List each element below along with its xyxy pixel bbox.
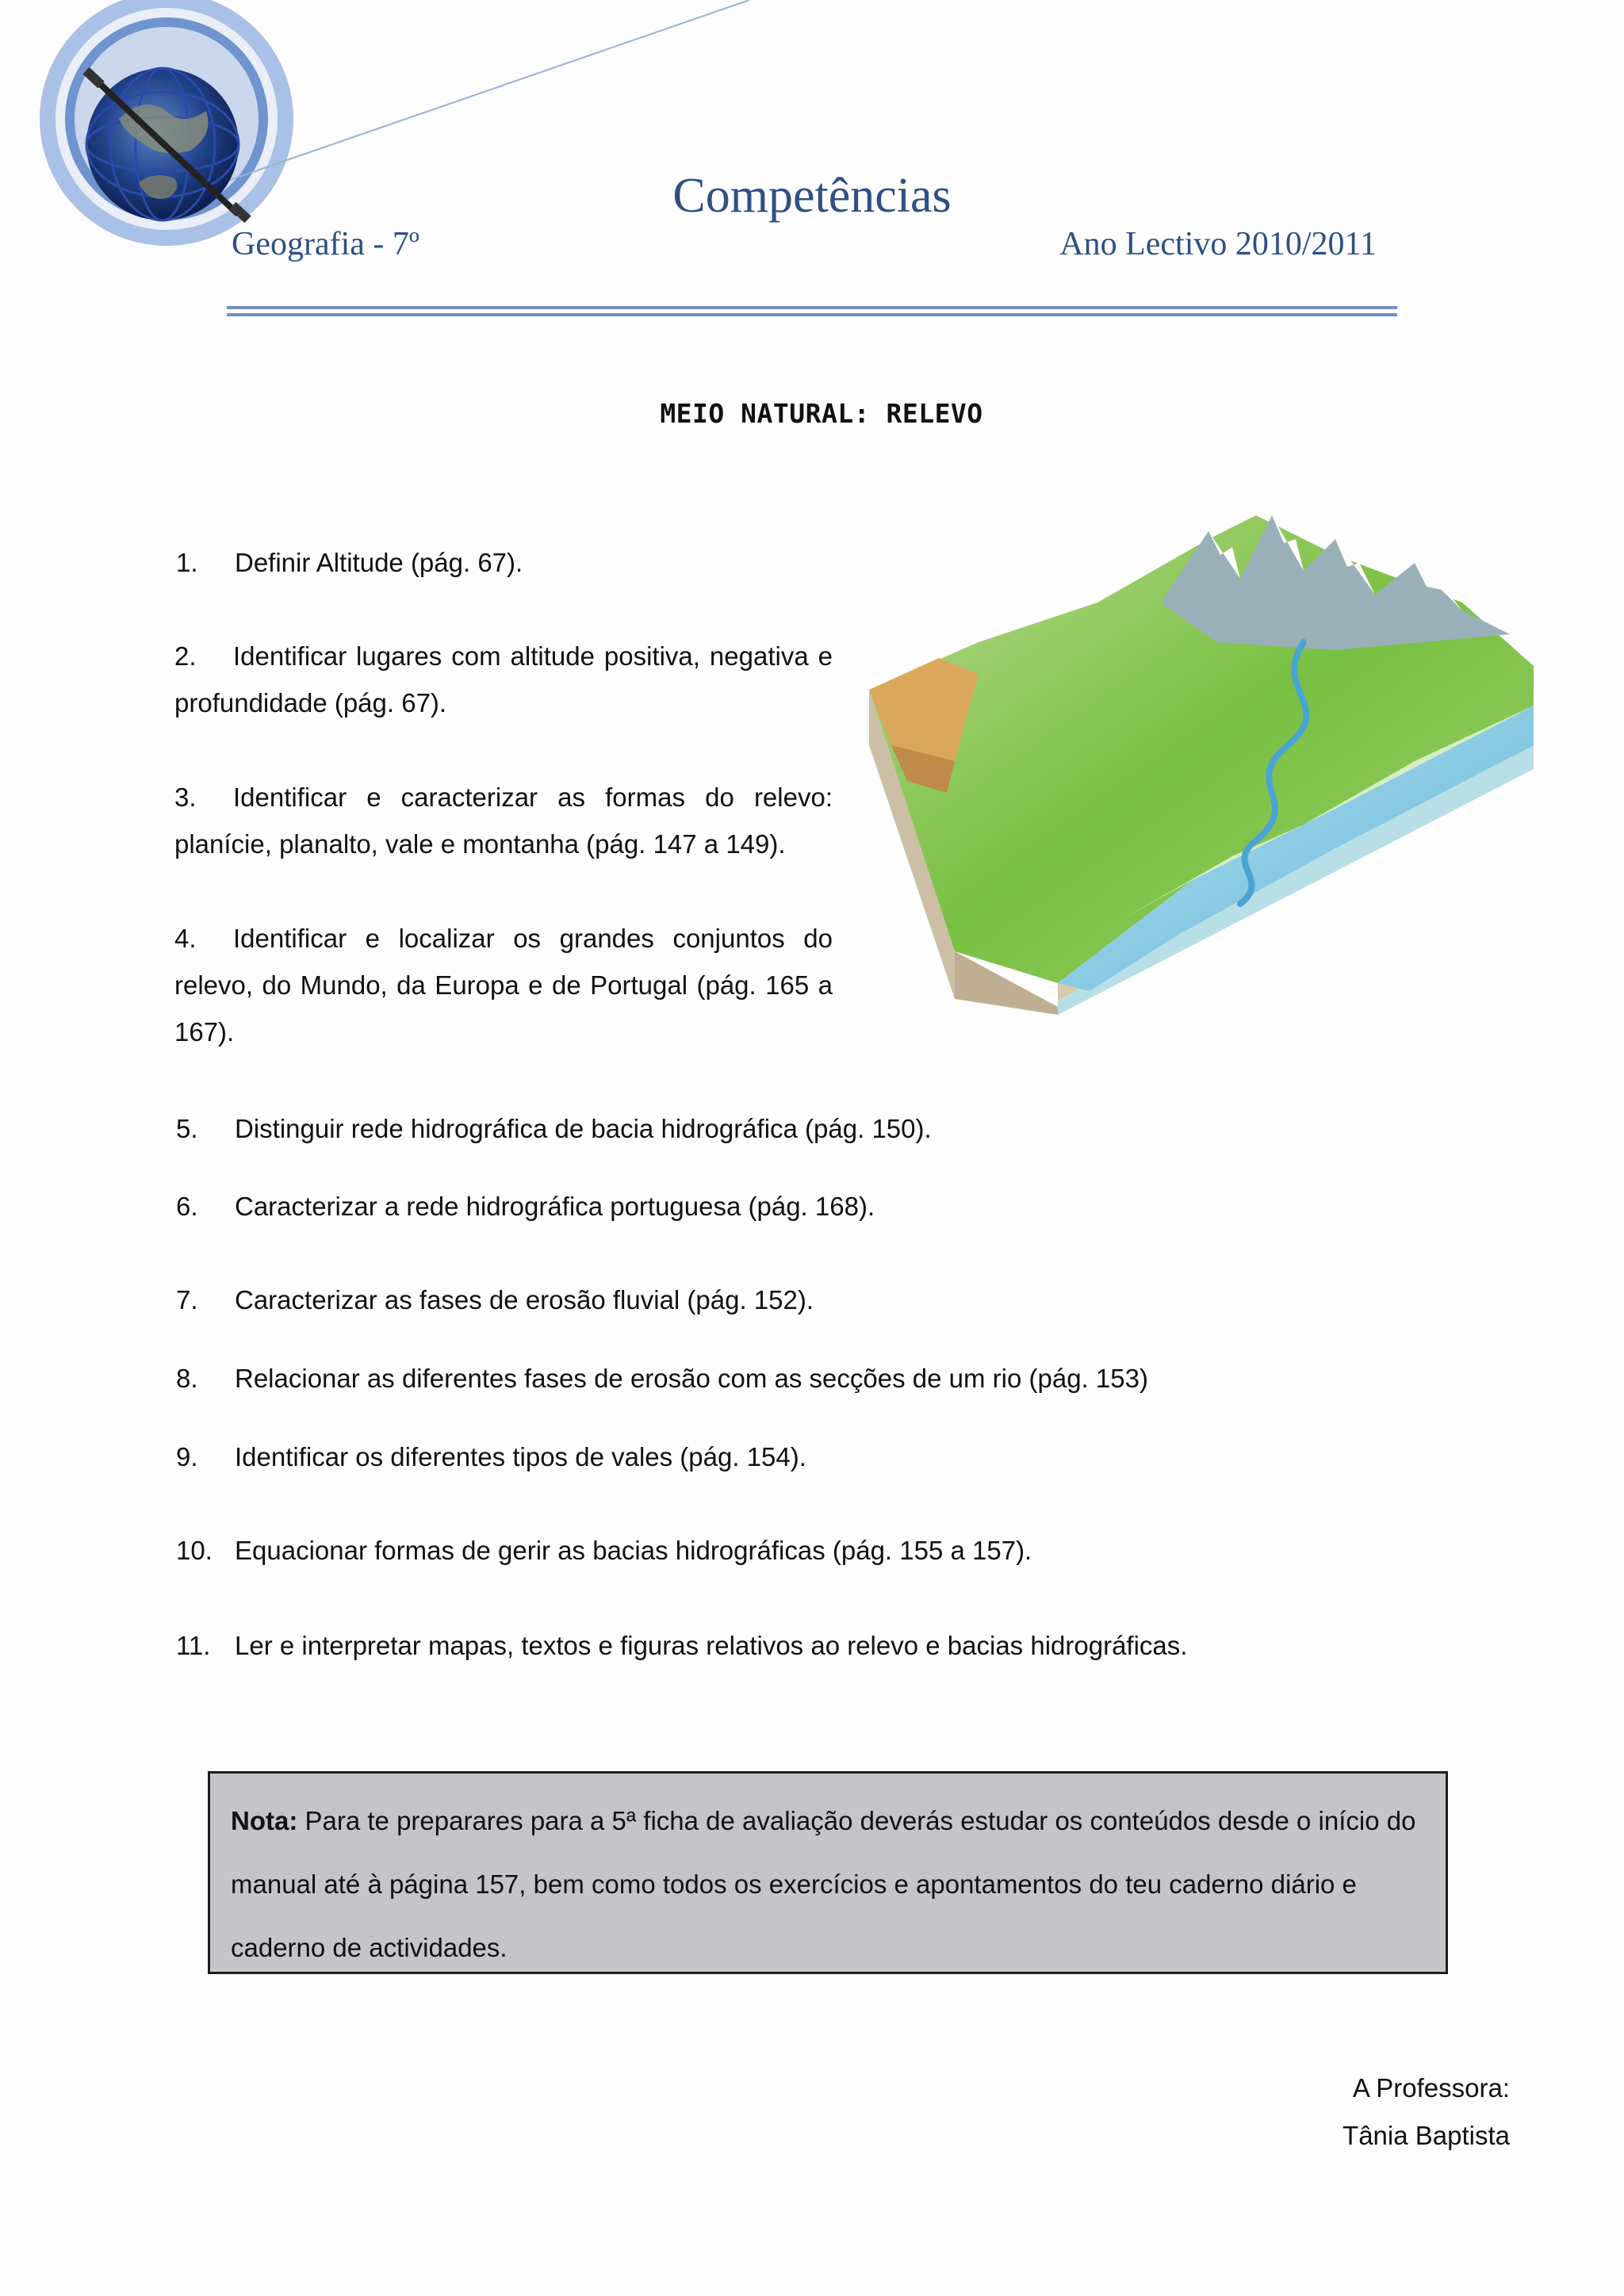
list-item: 6. Caracterizar a rede hidrográfica portuguesa (pág. 168). [176, 1192, 875, 1221]
subject-label: Geografia - 7º [232, 226, 419, 262]
list-item: 3. Identificar e caracterizar as formas do relevo: planície, planalto, vale e montanha (pág. 147 a 149). [174, 783, 833, 859]
signature-name: Tânia Baptista [1342, 2121, 1510, 2150]
list-item: 9. Identificar os diferentes tipos de vales (pág. 154). [176, 1442, 806, 1471]
list-item: 10. Equacionar formas de gerir as bacias hidrográficas (pág. 155 a 157). [176, 1536, 1032, 1565]
list-item: 5. Distinguir rede hidrográfica de bacia hidrográfica (pág. 150). [176, 1114, 932, 1143]
list-item: 11. Ler e interpretar mapas, textos e figuras relativos ao relevo e bacias hidrográficas. [176, 1631, 1188, 1660]
page-title: Competências [672, 169, 952, 223]
note-text: Para te preparares para a 5ª ficha de avaliação deverás estudar os conteúdos desde o início do manual até à página 157, bem como todos os exercícios e apontamentos do teu caderno diário e caderno de actividades. [231, 1806, 1416, 1962]
signature-block [1342, 2064, 1510, 2160]
list-item: 8. Relacionar as diferentes fases de erosão com as secções de um rio (pág. 153) [176, 1364, 1148, 1393]
list-item: 7. Caracterizar as fases de erosão fluvial (pág. 152). [176, 1285, 814, 1314]
header-rule-top [227, 306, 1397, 309]
list-item: 2. Identificar lugares com altitude positiva, negativa e profundidade (pág. 67). [174, 641, 833, 718]
signature-role: A Professora: [1352, 2073, 1510, 2103]
list-item: 1. Definir Altitude (pág. 67). [176, 548, 523, 577]
list-item: 4. Identificar e localizar os grandes conjuntos do relevo, do Mundo, da Europa e de Portugal (pág. 165 a 167). [174, 924, 833, 1047]
school-year-label: Ano Lectivo 2010/2011 [1059, 226, 1377, 262]
header-rule-bottom [227, 313, 1397, 316]
section-title: MEIO NATURAL: RELEVO [660, 398, 983, 429]
note-box [208, 1771, 1448, 1974]
relief-landscape-illustration [860, 507, 1542, 1015]
note-label: Nota: [231, 1806, 298, 1835]
